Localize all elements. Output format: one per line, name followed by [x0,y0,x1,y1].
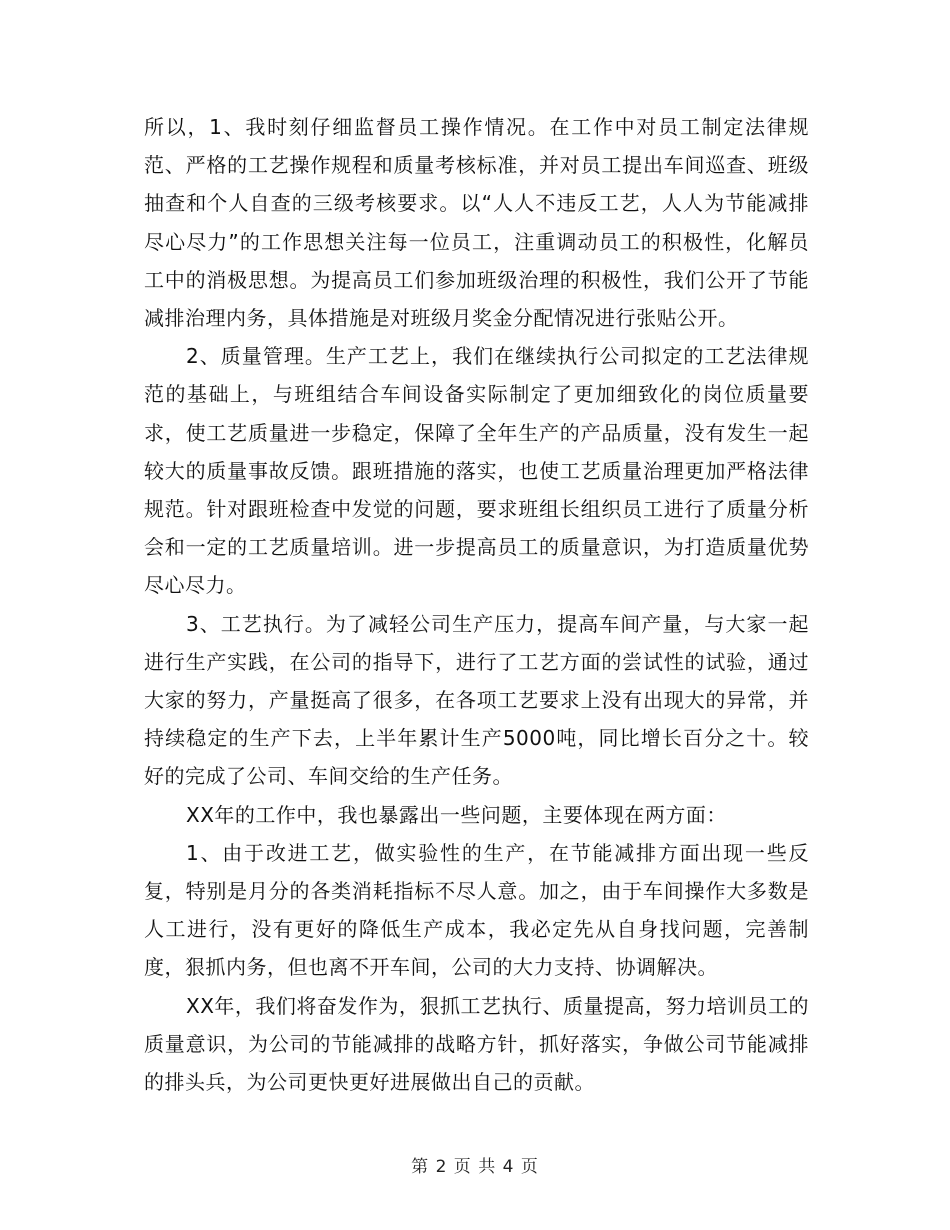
paragraph-problems-intro: XX年的工作中，我也暴露出一些问题，主要体现在两方面： [186,802,727,827]
page-footer [0,1152,950,1177]
paragraph-process-execution: 3、工艺执行。为了减轻公司生产压力，提高车间产量，与大家一起进行生产实践，在公司的指导下，进行了工艺方面的尝试性的试验，通过大家的努力，产量挺高了很多，在各项工艺要求上没有出现大的异常，并持续稳定的生产下去，上半年累计生产5000吨，同比增长百分之十。较好的完成了公司、车间交给的生产任务。 [144,611,809,789]
paragraph-quality-management: 2、质量管理。生产工艺上，我们在继续执行公司拟定的工艺法律规范的基础上，与班组结合车间设备实际制定了更加细致化的岗位质量要求，使工艺质量进一步稳定，保障了全年生产的产品质量，没有发生一起较大的质量事故反馈。跟班措施的落实，也使工艺质量治理更加严格法律规范。针对跟班检查中发觉的问题，要求班组长组织员工进行了质量分析会和一定的工艺质量培训。进一步提高员工的质量意识，为打造质量优势尽心尽力。 [144,344,809,598]
paragraph-problem-1: 1、由于改进工艺，做实验性的生产，在节能减排方面出现一些反复，特别是月分的各类消耗指标不尽人意。加之，由于车间操作大多数是人工进行，没有更好的降低生产成本，我必定先从自身找问题，完善制度，狠抓内务，但也离不开车间，公司的大力支持、协调解决。 [144,840,809,980]
paragraph-outlook: XX年，我们将奋发作为，狠抓工艺执行、质量提高，努力培训员工的质量意识，为公司的节能减排的战略方针，抓好落实，争做公司节能减排的排头兵，为公司更快更好进展做出自己的贡献。 [144,993,809,1095]
paragraph-supervision: 所以，1、我时刻仔细监督员工操作情况。在工作中对员工制定法律规范、严格的工艺操作规程和质量考核标准，并对员工提出车间巡查、班级抽查和个人自查的三级考核要求。以“人人不违反工艺，人人为节能减排尽心尽力”的工作思想关注每一位员工，注重调动员工的积极性，化解员工中的消极思想。为提高员工们参加班级治理的积极性，我们公开了节能减排治理内务，具体措施是对班级月奖金分配情况进行张贴公开。 [144,115,809,331]
document-body [144,108,809,1101]
page-number-label: 第 2 页 共 4 页 [411,1157,539,1177]
